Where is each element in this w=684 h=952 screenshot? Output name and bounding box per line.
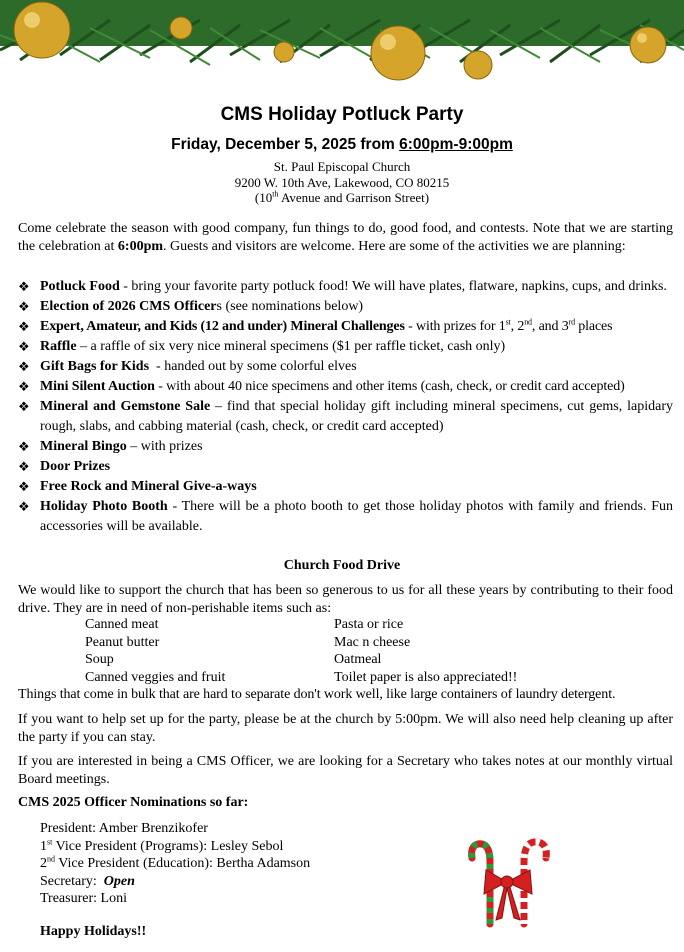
page-title: CMS Holiday Potluck Party bbox=[220, 104, 464, 125]
event-date bbox=[0, 136, 684, 154]
list-item: ❖ Raffle – a raffle of six very nice mineral specimens ($1 per raffle ticket, cash only) bbox=[18, 337, 673, 357]
nominee-treasurer: Treasurer: Loni bbox=[40, 891, 127, 906]
christmas-garland-ornaments-icon bbox=[0, 0, 684, 92]
list-item: ❖ Holiday Photo Booth - There will be a photo booth to get those holiday photos with family and friends. Fun accessories will be available. bbox=[18, 499, 673, 534]
officer-call-paragraph: If you are interested in being a CMS Officer, we are looking for a Secretary who takes notes at our monthly virtual Board meetings. bbox=[18, 754, 673, 787]
bullet-icon: ❖ bbox=[18, 359, 30, 374]
bullet-icon: ❖ bbox=[18, 339, 30, 354]
event-time: 6:00pm-9:00pm bbox=[399, 136, 513, 153]
event-location bbox=[0, 159, 684, 206]
bullet-icon: ❖ bbox=[18, 299, 30, 314]
nominations-heading: CMS 2025 Officer Nominations so far: bbox=[18, 795, 249, 810]
bullet-icon: ❖ bbox=[18, 499, 30, 514]
list-item: ❖ Mineral Bingo – with prizes bbox=[18, 437, 673, 457]
list-item: ❖ Free Rock and Mineral Give-a-ways bbox=[18, 477, 673, 497]
list-item: ❖ Potluck Food - bring your favorite party potluck food! We will have plates, flatware, napkins, cups, and drinks. bbox=[18, 277, 673, 297]
nominee-president: President: Amber Brenzikofer bbox=[40, 821, 208, 836]
candy-canes-bow-icon bbox=[468, 832, 550, 930]
list-item: ❖ Election of 2026 CMS Officers (see nominations below) bbox=[18, 297, 673, 317]
bullet-icon: ❖ bbox=[18, 399, 30, 414]
list-item: ❖ Door Prizes bbox=[18, 457, 673, 477]
bullet-icon: ❖ bbox=[18, 279, 30, 294]
list-item: ❖ Mini Silent Auction - with about 40 nice specimens and other items (cash, check, or credit card accepted) bbox=[18, 377, 673, 397]
list-item: ❖ Expert, Amateur, and Kids (12 and under) Mineral Challenges - with prizes for 1st, 2nd, and 3rd places bbox=[18, 317, 673, 337]
bullet-icon: ❖ bbox=[18, 319, 30, 334]
cross-streets: (10th Avenue and Garrison Street) bbox=[254, 189, 430, 205]
bullet-icon: ❖ bbox=[18, 439, 30, 454]
food-drive-note: Things that come in bulk that are hard to separate don't work well, like large containers of laundry detergent. bbox=[18, 687, 616, 702]
venue: St. Paul Episcopal Church bbox=[273, 159, 411, 174]
closing-greeting: Happy Holidays!! bbox=[40, 924, 147, 939]
nominee-secretary: Secretary: Open bbox=[40, 873, 135, 889]
bullet-icon: ❖ bbox=[18, 459, 30, 474]
table-row: Canned veggies and fruit Toilet paper is also appreciated!! bbox=[85, 669, 518, 685]
nominations-list bbox=[40, 820, 310, 908]
nominee-vp1: 1st Vice President (Programs): Lesley Sebol bbox=[40, 836, 284, 854]
food-drive-heading: Church Food Drive bbox=[283, 558, 401, 573]
activities-list bbox=[18, 277, 673, 537]
bullet-icon: ❖ bbox=[18, 379, 30, 394]
food-items-table bbox=[85, 616, 517, 686]
list-item: ❖ Mineral and Gemstone Sale – find that special holiday gift including mineral specimens, cut gems, lapidary rough, slabs, and cabbing material (cash, check, or credit card accepted) bbox=[18, 399, 673, 434]
intro-paragraph: Come celebrate the season with good company, fun things to do, good food, and contests. Note that we are starting the celebration at 6:00pm. Guests and visitors are welcome. Here are some of the activities we are planning: bbox=[18, 221, 673, 254]
date-text: Friday, December 5, 2025 from bbox=[171, 136, 400, 153]
setup-paragraph: If you want to help set up for the party, please be at the church by 5:00pm. We will also need help cleaning up after the party if you can stay. bbox=[18, 712, 673, 745]
bullet-icon: ❖ bbox=[18, 479, 30, 494]
address: 9200 W. 10th Ave, Lakewood, CO 80215 bbox=[234, 174, 450, 190]
food-drive-intro: We would like to support the church that has been so generous to us for all these years by contributing to their food drive. They are in need of non-perishable items such as: bbox=[18, 583, 673, 616]
table-row: Canned meat Pasta or rice bbox=[85, 617, 404, 632]
table-row: Peanut butter Mac n cheese bbox=[85, 634, 411, 650]
table-row: Soup Oatmeal bbox=[85, 652, 382, 667]
nominee-vp2: 2nd Vice President (Education): Bertha Adamson bbox=[40, 854, 311, 871]
list-item: ❖ Gift Bags for Kids - handed out by some colorful elves bbox=[18, 357, 673, 377]
